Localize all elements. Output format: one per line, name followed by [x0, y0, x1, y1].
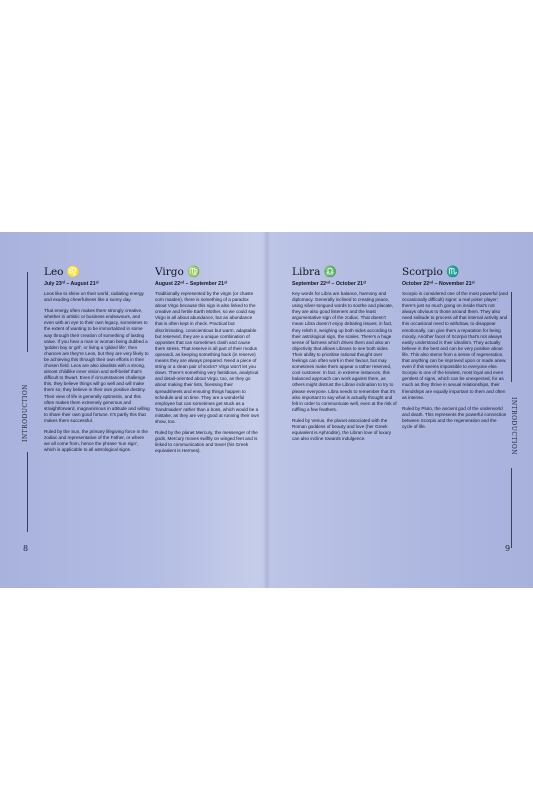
column-scorpio [402, 266, 508, 435]
column-heading: Virgo ♍ [155, 266, 201, 278]
column-libra [292, 266, 398, 447]
column-heading: Leo ♌ [44, 266, 80, 278]
paragraph: Ruled by Pluto, the ancient god of the underworld and death. This represents the powerful connection between Scorpio and the regeneration and the cycle of life. [402, 405, 507, 429]
page-gutter [263, 232, 271, 588]
column-dates: October 22ⁿᵈ – November 21ˢᵗ [402, 281, 475, 287]
paragraph: Ruled by Venus, the planet associated with the Roman goddess of beauty and love (her Greek equivalent is Aphrodite), the Libran love of luxury can also incline towards indulgence. [292, 417, 392, 442]
right-side-rule-bottom [511, 468, 512, 548]
left-side-label: INTRODUCTION [22, 383, 29, 442]
left-side-rule-bottom [27, 452, 28, 532]
page-number-left: 8 [23, 544, 29, 553]
right-side-label: INTRODUCTION [510, 397, 517, 456]
book-spread [0, 232, 533, 588]
column-dates: July 23ʳᵈ – August 21ˢᵗ [44, 281, 99, 287]
paragraph: Traditionally represented by the virgin (or chaste corn maiden), there is something of a paradox about Virgo because this sign is also linked to the creative and fertile Earth Mother, so we could say Virgo is all about abundance, but an abundance that is often kept in check. Practical but discriminating, conscientious but warm, adaptable but reserved, they are a unique combination of opposites that can sometimes clash and cause them stress. That reserve is all part of their modus operandi, as keeping something back (in reserve) means they are always prepared. Need a piece of string or a clean pair of socks? Virgo won't let you down. There's something very fastidious, analytical and detail-oriented about Virgo, too, as they go about making their lists, finessing their spreadsheets and ensuring things happen to schedule and on time. They are a wonderful employee but can sometimes get stuck as a 'handmaiden' rather than a boss, which would be a mistake, as they are very good at running their own show, too. [155, 291, 260, 424]
paragraph: Key words for Libra are balance, harmony and diplomacy. Generally inclined to creating peace, using silver-tongued words to soothe and placate, they are also good listeners and the least argumentative sign of the zodiac. That doesn't mean Libra doesn't enjoy debating issues; in fact, they relish it, weighing up both sides according to their astrological sign, the scales. There's a huge sense of fairness which drives them and also an objectivity that allows Librans to see both sides. Their ability to prioritise rational thought over feelings can often work in their favour, but may sometimes make them appear a rather reserved, cool customer. In fact, in extreme instances, this balanced approach can work against them, as others might distrust the Libran inclination to try to please everyone. Libra needs to remember that it's also important to say what is actually thought and felt in order to communicate well, even at the risk of ruffling a few feathers. [292, 291, 397, 412]
page-number-right: 9 [505, 544, 511, 553]
paragraph: Ruled by the Sun, the primary lifegiving force in the zodiac and representative of the Father, or where we all come from, hence the phrase 'sun sign', which is applicable to all astrological signs. [44, 428, 148, 453]
paragraph: Scorpio is considered one of the most powerful (and occasionally difficult) signs: a real poker player; there's just so much going on inside that's not always obvious to those around them. They also need solitude to process all that internal activity and this occasional need to withdraw, to disappear emotionally, can give them a reputation for being moody. Another facet of Scorpio that's not always easily understood is their idealism. They actually believe in the best and can be very positive about life. This also stems from a sense of regeneration, that anything can be improved upon or made anew, even if this seems impossible to everyone else. Scorpio is one of the kindest, most loyal and even gentlest of signs, which can be unexpected, for as much as they thrive in sexual relationships, their friendships are equally important to them and often as intense. [402, 291, 508, 400]
paragraph: Ruled by the planet Mercury, the messenger of the gods, Mercury moves swiftly on winged feet and is linked to communication and travel (his Greek equivalent is Hermes). [155, 430, 258, 454]
paragraph: That energy often makes them strongly creative, whether in artistic or business endeavours, and even with an eye to their own legacy, sometimes to the extent of wanting to be immortalized in some way through their creation of something of lasting value. If you hear a man or woman being dubbed a 'golden boy or girl', or living a 'gilded life', then chances are they're Leos, but they are very likely to be achieving this through their own efforts in their chosen field. Leos are also idealists with a strong, almost childlike inner vision and self-belief that's difficult to thwart. Even if circumstances challenge this, they believe things will go well and will make them so; they believe in their own positive destiny. Their view of life is generally optimistic, and this often makes them extremely generous and straightforward, magnanimous in attitude and willing to share their own good fortune. It's partly this that makes them successful. [44, 308, 150, 423]
column-heading: Scorpio ♏ [402, 266, 460, 278]
column-heading: Libra ♎ [292, 266, 337, 278]
right-side-rule-top [511, 292, 512, 382]
paragraph: Leos like to shine on their world, radiating energy and exuding cheerfulness like a sunny day. [44, 291, 144, 303]
column-dates: August 22ⁿᵈ – September 21ˢᵗ [155, 281, 228, 287]
left-side-rule-top [27, 272, 28, 352]
column-virgo [155, 266, 261, 459]
column-dates: September 22ⁿᵈ – October 21ˢᵗ [292, 281, 367, 287]
column-leo [44, 266, 150, 458]
